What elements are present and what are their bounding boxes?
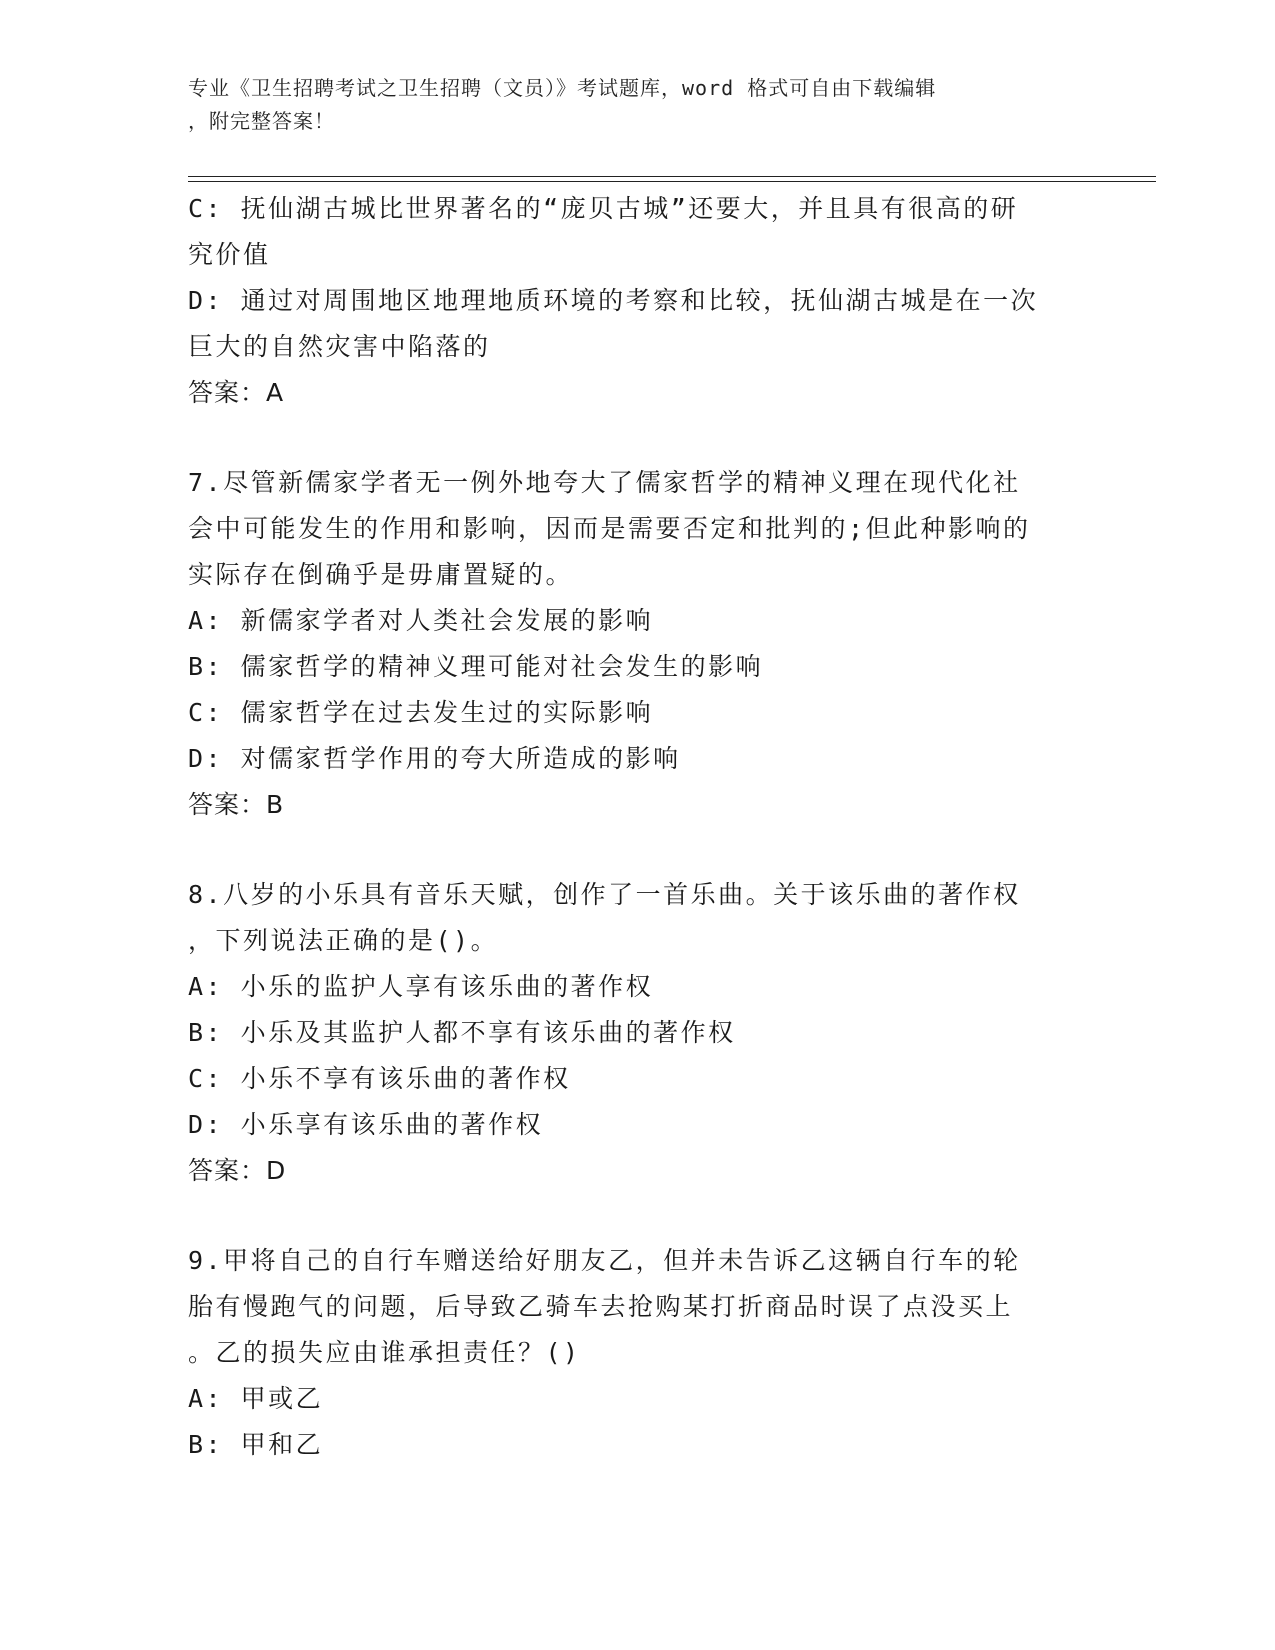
question-stem-line-3: 。乙的损失应由谁承担责任？() bbox=[188, 1338, 581, 1367]
question-8 bbox=[188, 872, 1088, 1194]
question-stem-line-1: 8.八岁的小乐具有音乐天赋，创作了一首乐曲。关于该乐曲的著作权 bbox=[188, 880, 1021, 909]
option-d-line-2: 巨大的自然灾害中陷落的 bbox=[188, 332, 491, 361]
option-c: C: 儒家哲学在过去发生过的实际影响 bbox=[188, 698, 654, 727]
option-c-line-2: 究价值 bbox=[188, 240, 271, 269]
header-line-2: ，附完整答案！ bbox=[188, 109, 335, 133]
option-c-line-1: C: 抚仙湖古城比世界著名的“庞贝古城”还要大，并且具有很高的研 bbox=[188, 194, 1019, 223]
question-7 bbox=[188, 460, 1088, 828]
question-stem-line-3: 实际存在倒确乎是毋庸置疑的。 bbox=[188, 560, 574, 589]
option-b: B: 儒家哲学的精神义理可能对社会发生的影响 bbox=[188, 652, 764, 681]
question-stem-line-2: 会中可能发生的作用和影响，因而是需要否定和批判的;但此种影响的 bbox=[188, 514, 1031, 543]
spacer bbox=[188, 416, 1088, 460]
page-header bbox=[188, 72, 1068, 138]
question-stem-line-2: ，下列说法正确的是()。 bbox=[188, 926, 499, 955]
answer: 答案：B bbox=[188, 790, 285, 819]
option-b: B: 甲和乙 bbox=[188, 1430, 324, 1459]
question-stem-line-1: 7.尽管新儒家学者无一例外地夸大了儒家哲学的精神义理在现代化社 bbox=[188, 468, 1021, 497]
answer: 答案：A bbox=[188, 378, 285, 407]
header-rule-top bbox=[188, 176, 1156, 177]
question-stem-line-1: 9.甲将自己的自行车赠送给好朋友乙，但并未告诉乙这辆自行车的轮 bbox=[188, 1246, 1021, 1275]
spacer bbox=[188, 1194, 1088, 1238]
question-6-continued bbox=[188, 186, 1088, 416]
option-a: A: 甲或乙 bbox=[188, 1384, 324, 1413]
answer: 答案：D bbox=[188, 1156, 287, 1185]
question-stem-line-2: 胎有慢跑气的问题，后导致乙骑车去抢购某打折商品时误了点没买上 bbox=[188, 1292, 1014, 1321]
option-c: C: 小乐不享有该乐曲的著作权 bbox=[188, 1064, 571, 1093]
option-d-line-1: D: 通过对周围地区地理地质环境的考察和比较，抚仙湖古城是在一次 bbox=[188, 286, 1039, 315]
question-content bbox=[188, 186, 1088, 1468]
option-b: B: 小乐及其监护人都不享有该乐曲的著作权 bbox=[188, 1018, 736, 1047]
option-a: A: 小乐的监护人享有该乐曲的著作权 bbox=[188, 972, 654, 1001]
option-a: A: 新儒家学者对人类社会发展的影响 bbox=[188, 606, 654, 635]
spacer bbox=[188, 828, 1088, 872]
header-line-1: 专业《卫生招聘考试之卫生招聘（文员）》考试题库，word 格式可自由下载编辑 bbox=[188, 76, 937, 100]
question-9 bbox=[188, 1238, 1088, 1468]
option-d: D: 对儒家哲学作用的夸大所造成的影响 bbox=[188, 744, 681, 773]
option-d: D: 小乐享有该乐曲的著作权 bbox=[188, 1110, 544, 1139]
header-rule-bottom bbox=[188, 181, 1156, 182]
